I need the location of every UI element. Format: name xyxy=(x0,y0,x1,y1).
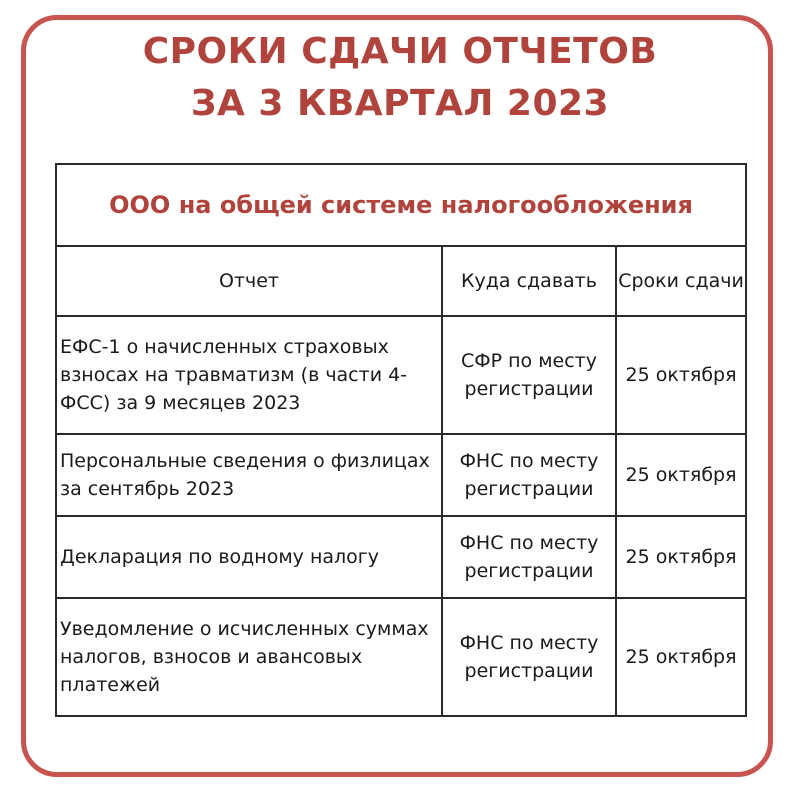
table-header-row xyxy=(56,246,746,316)
table-section-header: ООО на общей системе налогообложения xyxy=(56,164,746,246)
table-section-row xyxy=(56,164,746,246)
deadlines-table xyxy=(55,163,747,717)
cell-deadline: 25 октября xyxy=(616,598,746,716)
cell-report: Декларация по водному налогу xyxy=(56,516,442,598)
cell-where: СФР по месту регистрации xyxy=(442,316,616,434)
cell-where: ФНС по месту регистрации xyxy=(442,434,616,516)
cell-report: Уведомление о исчисленных суммах налогов, взносов и авансовых платежей xyxy=(56,598,442,716)
table-row xyxy=(56,516,746,598)
column-header-where: Куда сдавать xyxy=(442,246,616,316)
cell-report: Персональные сведения о физлицах за сентябрь 2023 xyxy=(56,434,442,516)
column-header-deadline: Сроки сдачи xyxy=(616,246,746,316)
table-row xyxy=(56,434,746,516)
cell-report: ЕФС-1 о начисленных страховых взносах на травматизм (в части 4-ФСС) за 9 месяцев 2023 xyxy=(56,316,442,434)
cell-where: ФНС по месту регистрации xyxy=(442,516,616,598)
page-title-line-2: ЗА 3 КВАРТАЛ 2023 xyxy=(190,83,610,124)
cell-where: ФНС по месту регистрации xyxy=(442,598,616,716)
cell-deadline: 25 октября xyxy=(616,316,746,434)
column-header-report: Отчет xyxy=(56,246,442,316)
table-row xyxy=(56,598,746,716)
cell-deadline: 25 октября xyxy=(616,516,746,598)
table-row xyxy=(56,316,746,434)
page-title-line-1: СРОКИ СДАЧИ ОТЧЕТОВ xyxy=(142,31,658,72)
cell-deadline: 25 октября xyxy=(616,434,746,516)
